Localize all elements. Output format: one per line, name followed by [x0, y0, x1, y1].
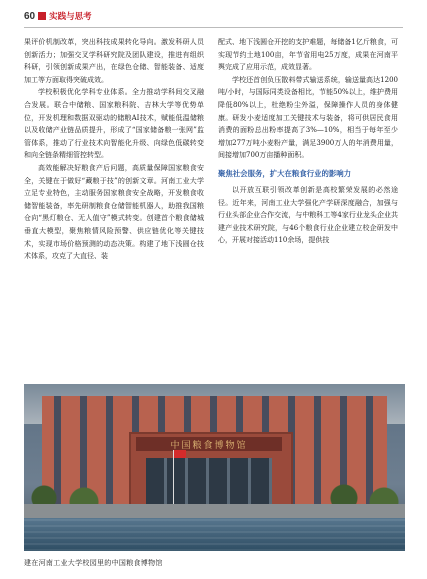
paragraph: 配式、地下浅圆仓开挖的支护难题，每储备1亿斤粮食，可实现节约土地100亩，年节省用电25万度，成果在河南平舆完成了应用示范，成效显著。: [218, 38, 398, 72]
header-divider: [24, 27, 403, 28]
museum-sign: 中国粮食博物馆: [136, 437, 282, 451]
reflecting-pool: [24, 518, 405, 551]
paragraph: 果评价机制改革，突出科技成果转化导向。激发科研人员创新活力；加强交叉学科研究院及团队建设，推进有组织科研，引领创新成果产出，在绿色仓储、智能装备、适度加工等方面取得突破成效。: [24, 38, 204, 84]
left-text-column: [24, 36, 204, 263]
paragraph: 学校积极优化学科专业体系。全力推动学科间交叉融合发展。联合中储粮、国家粮科院、吉林大学等优势单位，开发机理和数据双驱动的储粮AI技术，赋能低温储粮以及收储产业链品质提升，形成了“国家储备粮一张网”监管体系，推动了行业技术向智能化升级、向绿色低碳转变和向全链条精细管控转型。: [24, 88, 204, 160]
page-header: [24, 8, 92, 24]
flag-icon: [174, 450, 186, 458]
paragraph: 以开放互联引领改革创新是高校繁荣发展的必然途径。近年来，河南工业大学强化产学研深度融合，加强与行业头部企业合作交流，与中粮科工等4家行业龙头企业共建产业技术研究院，与46个粮食行业企业建立校企研发中心，开展对接活动110余场，提供技: [218, 185, 398, 245]
paragraph: 高效能解决好粮食产后问题，高质量保障国家粮食安全，关键在于做好“藏粮于技”的创新文章。河南工业大学立足专业特色，主动服务国家粮食安全战略，开发粮食收储智能装备，率先研制粮食仓储智能机器人，助推我国粮仓向“黑灯粮仓、无人值守”模式转变。创建首个粮食储城垂直大模型，聚焦粮情风险预警、供应链优化等关键技术，实现市场价格预测的动态决策。构建了地下浅圆仓技术体系，攻克了大直径、装: [24, 163, 204, 261]
plaza: [24, 504, 405, 518]
section-subheading: 聚焦社会服务，扩大在粮食行业的影响力: [218, 168, 352, 178]
right-text-column: [218, 36, 398, 247]
paragraph: 学校还首创负压散料带式输送系统，输送量高达1200吨/小时，与国际同类设备相比，节能50%以上，维护费用降低80%以上，杜绝粉尘外溢，保障操作人员的身体健康。研发小麦适度加工关键技术与装备，将可供居民食用消费的面粉总出粉率提高了3%—10%，相当于每年至少增加277万吨小麦粉产量，满足3900万人的年消费用量，间接增加700万亩播种面积。: [218, 75, 398, 160]
page-number: 60: [24, 10, 36, 22]
section-title: 实践与思考: [49, 12, 92, 22]
photo-caption: 建在河南工业大学校园里的中国粮食博物馆: [24, 559, 163, 567]
section-marker-icon: [38, 12, 46, 20]
museum-photo: [24, 384, 405, 551]
